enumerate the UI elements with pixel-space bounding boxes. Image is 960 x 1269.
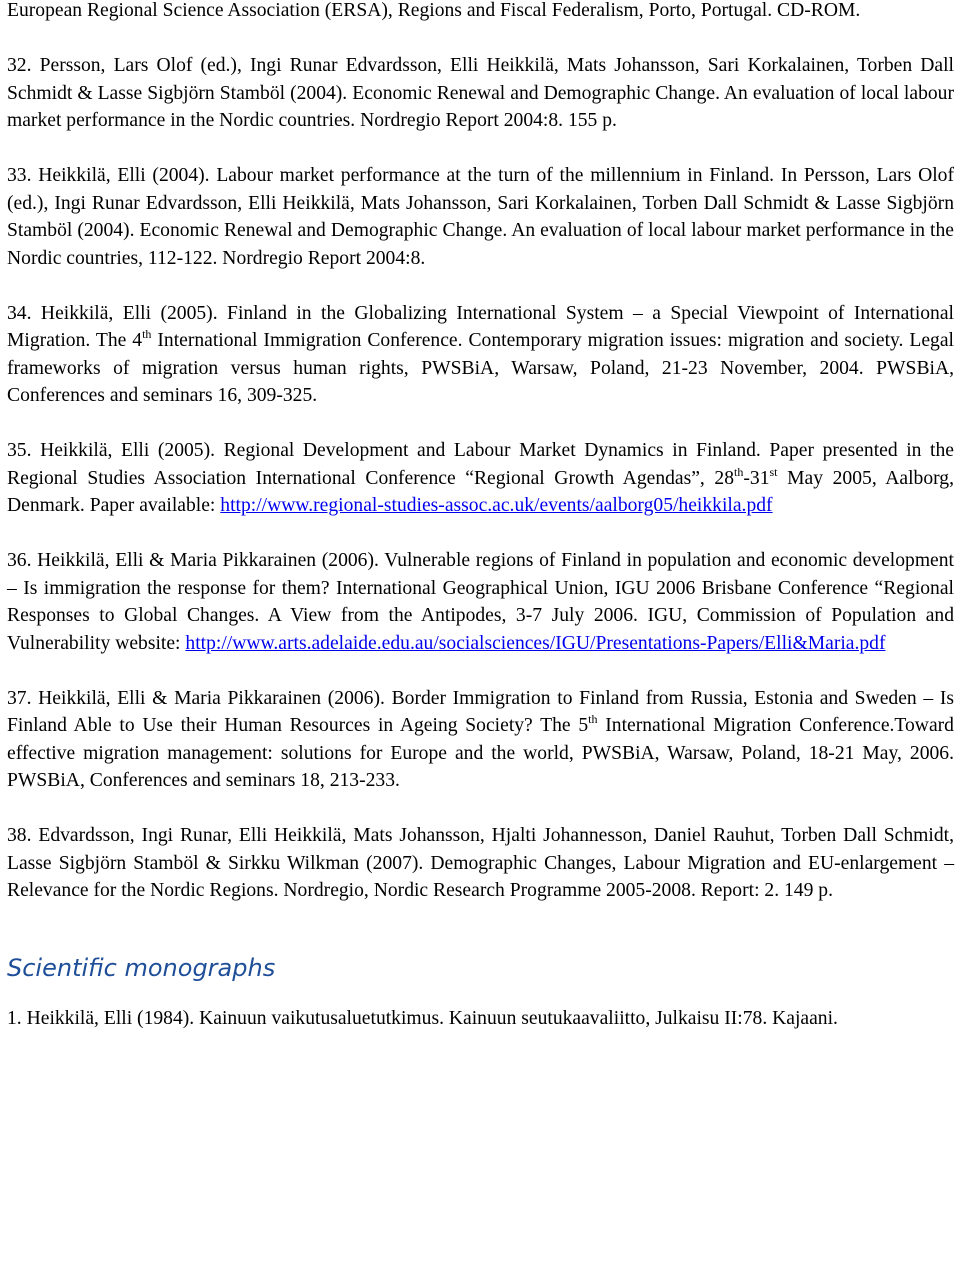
- reference-text: 33. Heikkilä, Elli (2004).: [7, 165, 217, 186]
- reference-item-35: [7, 437, 954, 520]
- reference-item-36: [7, 547, 954, 657]
- reference-item-34: [7, 300, 954, 410]
- reference-list: [7, 0, 954, 905]
- reference-text: -31: [743, 467, 770, 489]
- reference-item-38: [7, 822, 954, 905]
- reference-text: 35. Heikkilä, Elli (2005). Regional Development and Labour Market Dynamics in Finland. Paper presented in the Regional Studies Association International Conference “Regional Growth Agendas”, 28: [7, 440, 954, 489]
- reference-link[interactable]: http://www.regional-studies-assoc.ac.uk/events/aalborg05/heikkila.pdf: [220, 495, 773, 516]
- reference-link[interactable]: http://www.arts.adelaide.edu.au/socialsciences/IGU/Presentations-Papers/Elli&Maria.pdf: [185, 632, 886, 654]
- reference-text: Labour market performance at the turn of the millennium in Finland. In Persson, Lars Olof (ed.), Ingi Runar Edvardsson, Elli Heikkilä, Mats Johansson, Sari Korkalainen, Torben Dall Schmidt & Lasse Sigbjörn Stamböl (2004). Economic Renewal and Demographic Change. An evaluation of local labour market performance in the Nordic countries, 112-122. Nordregio Report 2004:8.: [7, 165, 955, 269]
- reference-text: 36. Heikkilä, Elli & Maria Pikkarainen (2006). Vulnerable regions of Finland in population and economic development – Is immigration the response for them? International Geographical Union, IGU 2006 Brisbane Conference “Regional Responses to Global Changes. A View from the Antipodes, 3-7 July 2006. IGU, Commission of Population and Vulnerability website:: [7, 550, 954, 654]
- superscript: th: [734, 464, 744, 479]
- superscript: st: [769, 464, 778, 479]
- reference-text: 37. Heikkilä, Elli & Maria Pikkarainen (2006). Border Immigration to Finland from Russia, Estonia and Sweden – Is Finland Able to Use their Human Resources in Ageing Society? The 5: [7, 687, 954, 736]
- reference-text: International Migration Conference.Toward effective migration management: solutions for Europe and the world, PWSBiA, Warsaw, Poland, 18-21 May, 2006. PWSBiA, Conferences and seminars 18, 213-233.: [7, 715, 954, 791]
- superscript: th: [588, 712, 598, 726]
- reference-item-m1: [7, 1005, 954, 1033]
- reference-item-cont: [7, 0, 954, 25]
- reference-item-32: [7, 52, 954, 135]
- reference-text: European Regional Science Association (ERSA), Regions and Fiscal Federalism, Porto, Portugal. CD-ROM.: [7, 0, 861, 21]
- reference-item-37: [7, 685, 954, 795]
- reference-item-33: [7, 162, 954, 272]
- reference-text: Economic Renewal and Demographic Change. An evaluation of local labour market performance in the Nordic countries. Nordregio Report 2004:8. 155 p.: [7, 82, 954, 131]
- reference-text: 1. Heikkilä, Elli (1984). Kainuun vaikutusaluetutkimus. Kainuun seutukaavaliitto, Julkaisu II:78. Kajaani.: [7, 1007, 838, 1029]
- reference-text: 34. Heikkilä, Elli (2005). Finland in the Globalizing International System – a Special Viewpoint of International Migration. The 4: [7, 302, 954, 351]
- monograph-list: [7, 1005, 954, 1033]
- reference-text: 38. Edvardsson, Ingi Runar, Elli Heikkilä, Mats Johansson, Hjalti Johannesson, Daniel Rauhut, Torben Dall Schmidt, Lasse Sigbjörn Stamböl & Sirkku Wilkman (2007). Demographic Changes, Labour Migration and EU-enlargement – Relevance for the Nordic Regions. Nordregio, Nordic Research Programme 2005-2008. Report: 2. 149 p.: [7, 825, 954, 901]
- section-heading: Scientific monographs: [7, 953, 276, 982]
- superscript: th: [142, 327, 152, 341]
- reference-text: May 2005, Aalborg, Denmark. Paper available:: [7, 467, 954, 516]
- reference-text: 32. Persson, Lars Olof (ed.), Ingi Runar Edvardsson, Elli Heikkilä, Mats Johansson, Sari Korkalainen, Torben Dall Schmidt & Lasse Sigbjörn Stamböl (2004).: [7, 55, 954, 104]
- reference-text: International Immigration Conference. Contemporary migration issues: migration and society. Legal frameworks of migration versus human rights, PWSBiA, Warsaw, Poland, 21-23 November, 2004. PWSBiA, Conferences and seminars 16, 309-325.: [7, 330, 954, 406]
